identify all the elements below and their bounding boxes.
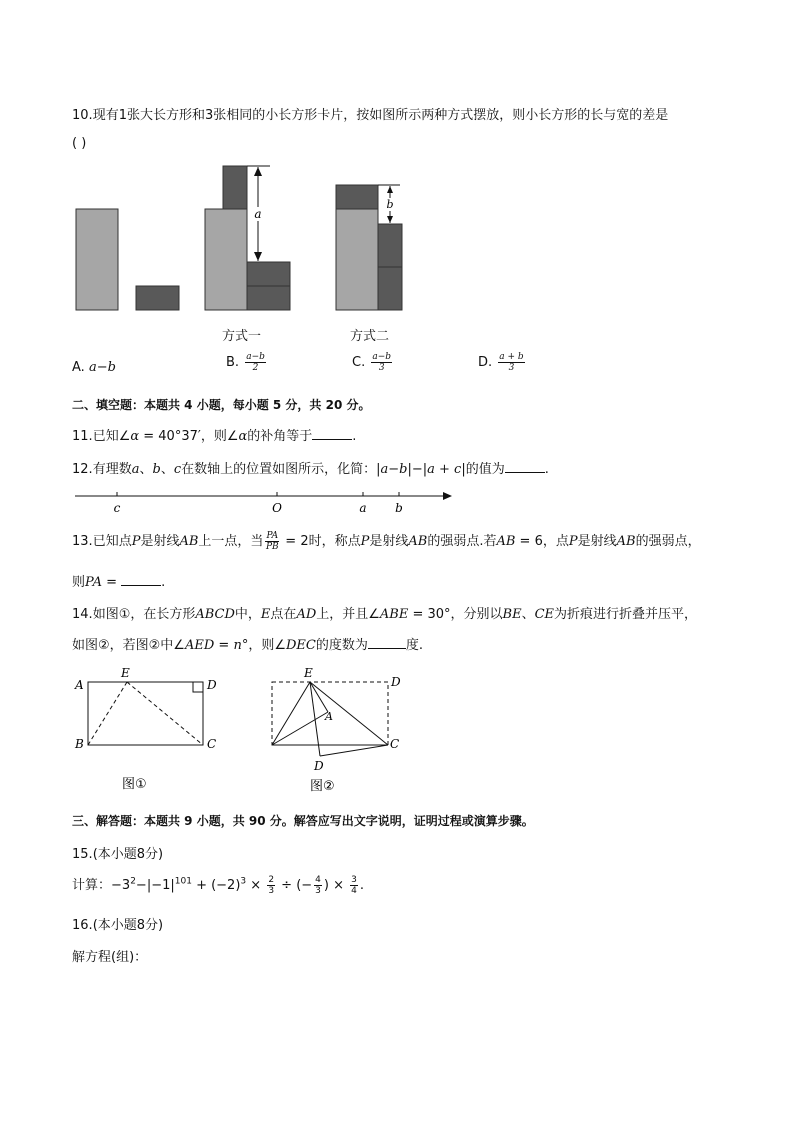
method1-small-h1: [247, 262, 290, 286]
caption-method2: 方式二: [350, 329, 390, 344]
option-b-denominator: 2: [252, 363, 259, 373]
point-e: E: [121, 666, 130, 680]
option-b-numerator: a−b: [246, 352, 265, 362]
caption-method1: 方式一: [222, 329, 262, 344]
large-rect: [76, 209, 118, 310]
option-d-numerator: a + b: [499, 352, 524, 362]
point-d-folded: D: [314, 759, 324, 773]
method2-small-v2: [378, 267, 402, 310]
option-b[interactable]: [226, 352, 268, 373]
method1-small-h2: [247, 286, 290, 310]
method2-small-top: [336, 185, 378, 209]
arrow-head-up: [254, 167, 262, 176]
q14-answer-blank[interactable]: [368, 636, 406, 649]
option-a-expr: a−b: [88, 360, 116, 375]
q13-line1: 13.已知点P是射线AB上一点，当 $\frac{PA}{PB}$ = 2时，称点P是射线AB的强弱点.若AB = 6，点P是射线AB的强弱点，: [72, 531, 701, 552]
section3-title: 三、解答题：本题共 9 小题，共 90 分。解答应写出文字说明，证明过程或演算步骤。: [72, 814, 534, 828]
method2-large-rect: [336, 209, 378, 310]
point-c: C: [390, 737, 400, 751]
q10-answer-paren: ( ): [72, 136, 87, 151]
q10-stem: [72, 104, 668, 123]
line-ea: [310, 682, 328, 712]
option-c-denominator: 3: [378, 363, 385, 373]
figure2-caption: 图②: [310, 779, 335, 794]
option-c[interactable]: [352, 352, 394, 373]
option-d-denominator: 3: [508, 363, 515, 373]
q11: 11.已知∠α = 40°37′，则∠α的补角等于 .: [72, 429, 357, 444]
q10-figure: [60, 158, 420, 348]
q16-header: 16.(本小题8分): [72, 918, 164, 933]
method1-small-vertical: [223, 166, 247, 209]
q14-line2: 如图②，若图②中∠AED = n°，则∠DEC的度数为 度.: [72, 638, 423, 653]
label-b: b: [386, 198, 394, 211]
option-a[interactable]: [72, 360, 116, 375]
axis-arrow-head: [443, 492, 452, 500]
q10-number: 10.: [72, 108, 93, 123]
crease-be: [88, 682, 127, 745]
axis-label-c: c: [113, 501, 121, 515]
q10-text: 现有1张大长方形和3张相同的小长方形卡片，按如图所示两种方式摆放，则小长方形的长与宽的差是: [92, 108, 669, 123]
label-a: a: [254, 207, 262, 221]
option-a-letter: A.: [72, 360, 85, 375]
option-c-numerator: a−b: [372, 352, 392, 362]
q12-number-line: [70, 486, 460, 516]
figure1-caption: 图①: [122, 777, 147, 792]
point-d-top: D: [391, 675, 401, 689]
q14-line1: 14.如图①，在长方形ABCD中，E点在AD上，并且∠ABE = 30°，分别以BE、CE为折痕进行折叠并压平，: [72, 607, 698, 622]
point-d: D: [207, 678, 217, 692]
option-d[interactable]: [478, 352, 527, 373]
axis-label-a: a: [359, 501, 367, 515]
method1-large-rect: [205, 209, 247, 310]
arrow-head-up: [387, 186, 393, 193]
q15-expression: 计算：$-3^2-|-1|^{101} + (-2)^3$ × $\frac{2}{3}$ ÷ (− $\frac{4}{3}$ ) × $\frac{3}{4}$ .: [72, 875, 365, 896]
line-ec: [310, 682, 388, 745]
right-angle-mark: [193, 682, 203, 692]
option-d-letter: D.: [478, 355, 493, 370]
arrow-head-down: [387, 216, 393, 223]
q12-answer-blank[interactable]: [505, 460, 545, 473]
option-b-letter: B.: [226, 355, 240, 370]
q13-answer-blank[interactable]: [121, 573, 161, 586]
point-b: B: [75, 737, 84, 751]
point-a: A: [75, 678, 84, 692]
small-rect: [136, 286, 179, 310]
point-c: C: [207, 737, 217, 751]
q15-header: 15.(本小题8分): [72, 847, 164, 862]
q16-text: 解方程(组)：: [72, 950, 148, 965]
q14-figure1: [70, 664, 230, 794]
axis-label-o: O: [272, 501, 282, 515]
q11-answer-blank[interactable]: [312, 427, 352, 440]
point-e: E: [304, 666, 313, 680]
q14-figure2: [262, 664, 412, 798]
method2-small-v1: [378, 224, 402, 267]
arrow-head-down: [254, 252, 262, 261]
line-dc: [320, 745, 388, 756]
q13-line2: 则PA = .: [72, 575, 166, 590]
section2-title: 二、填空题：本题共 4 小题，每小题 5 分，共 20 分。: [72, 398, 371, 412]
option-c-letter: C.: [352, 355, 366, 370]
line-ab: [272, 712, 328, 745]
crease-ce: [127, 682, 203, 745]
axis-label-b: b: [395, 501, 403, 515]
point-a: A: [325, 710, 333, 723]
line-eb: [272, 682, 310, 745]
q12: 12.有理数a、b、c在数轴上的位置如图所示，化简：|a−b|−|a + c|的值为 .: [72, 462, 549, 477]
rect-abcd: [88, 682, 203, 745]
